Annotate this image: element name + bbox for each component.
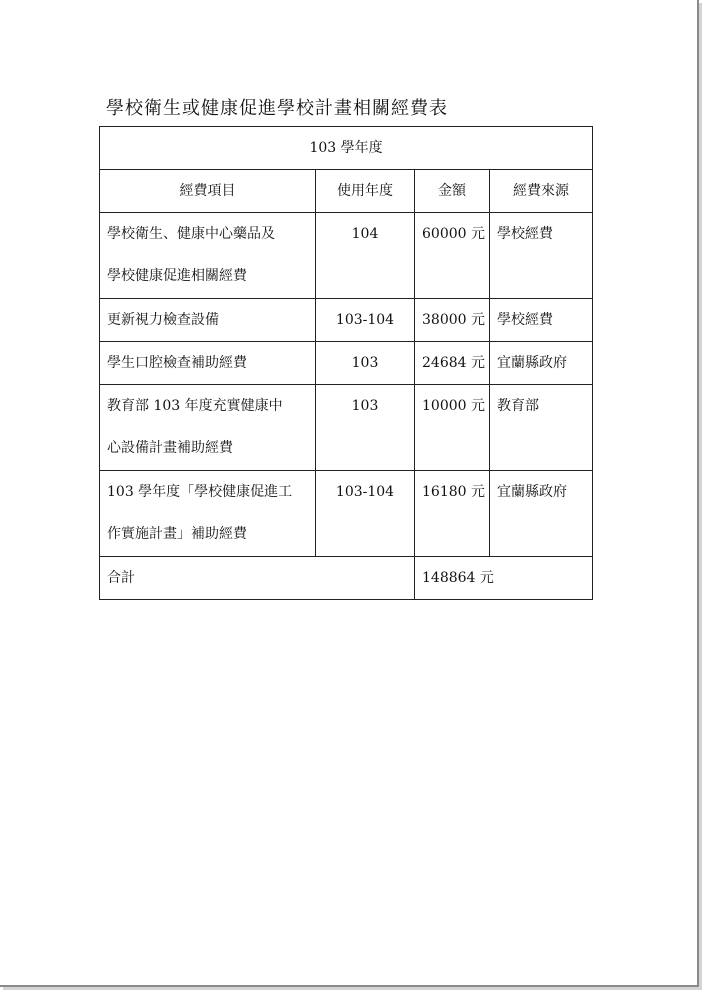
table-row: [100, 471, 593, 557]
column-header-row: [100, 170, 593, 213]
item-line: 103 學年度「學校健康促進工: [107, 484, 293, 500]
amount-cell: [415, 213, 490, 299]
source-cell: [490, 299, 593, 342]
year-cell: [316, 213, 415, 299]
school-year-header: [100, 127, 593, 170]
year-value: 103: [351, 398, 379, 414]
amount-value: 10000 元: [422, 398, 485, 414]
item-line: 更新視力檢查設備: [107, 312, 219, 328]
year-value: 103: [351, 355, 379, 371]
source-cell: [490, 342, 593, 385]
amount-value: 60000 元: [422, 226, 485, 242]
header-amount-label: 金額: [438, 183, 466, 199]
source-value: 宜蘭縣政府: [497, 484, 567, 500]
header-year: [316, 170, 415, 213]
year-cell: [316, 299, 415, 342]
school-year-label: 103 學年度: [309, 140, 383, 156]
item-cell: [100, 342, 316, 385]
item-line: 學校衛生、健康中心藥品及: [107, 226, 275, 242]
source-cell: [490, 385, 593, 471]
table-row: [100, 385, 593, 471]
amount-value: 24684 元: [422, 355, 485, 371]
year-value: 103-104: [335, 484, 395, 500]
source-value: 宜蘭縣政府: [497, 355, 567, 371]
total-label: 合計: [107, 570, 135, 586]
document-title: 學校衛生或健康促進學校計畫相關經費表: [106, 98, 448, 119]
header-source-label: 經費來源: [513, 183, 570, 199]
amount-cell: [415, 342, 490, 385]
item-line: 教育部 103 年度充實健康中: [107, 398, 283, 414]
school-year-row: [100, 127, 593, 170]
amount-cell: [415, 385, 490, 471]
budget-table: [99, 126, 593, 600]
item-cell: [100, 299, 316, 342]
amount-cell: [415, 471, 490, 557]
header-amount: [415, 170, 490, 213]
total-amount-cell: [415, 557, 593, 600]
year-value: 104: [351, 226, 379, 242]
amount-cell: [415, 299, 490, 342]
header-item: [100, 170, 316, 213]
source-value: 學校經費: [497, 312, 553, 328]
header-item-label: 經費項目: [179, 183, 236, 199]
amount-value: 16180 元: [422, 484, 485, 500]
total-row: [100, 557, 593, 600]
year-cell: [316, 471, 415, 557]
table-row: [100, 213, 593, 299]
table-row: [100, 299, 593, 342]
item-line: 心設備計畫補助經費: [107, 440, 233, 456]
item-cell: [100, 385, 316, 471]
source-value: 學校經費: [497, 226, 553, 242]
source-cell: [490, 213, 593, 299]
amount-value: 38000 元: [422, 312, 485, 328]
item-line: 作實施計畫」補助經費: [107, 526, 247, 542]
header-year-label: 使用年度: [337, 183, 393, 199]
item-cell: [100, 213, 316, 299]
item-cell: [100, 471, 316, 557]
header-source: [490, 170, 593, 213]
year-cell: [316, 342, 415, 385]
item-line: 學生口腔檢查補助經費: [107, 355, 247, 371]
table-row: [100, 342, 593, 385]
source-value: 教育部: [497, 398, 539, 414]
total-label-cell: [100, 557, 415, 600]
total-amount: 148864 元: [422, 570, 494, 586]
year-value: 103-104: [335, 312, 395, 328]
item-line: 學校健康促進相關經費: [107, 268, 247, 284]
source-cell: [490, 471, 593, 557]
year-cell: [316, 385, 415, 471]
